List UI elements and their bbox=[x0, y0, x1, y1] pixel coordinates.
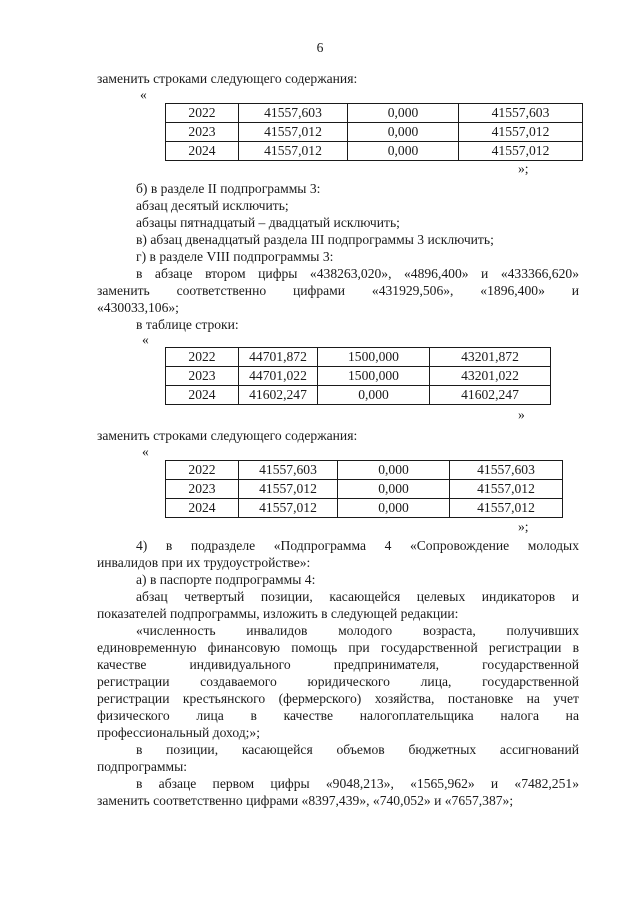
table-cell: 41557,603 bbox=[459, 104, 583, 123]
table-cell: 2024 bbox=[166, 142, 239, 161]
para-abz10: абзац десятый исключить; bbox=[136, 198, 289, 213]
table-cell: 2024 bbox=[166, 499, 239, 518]
table-row bbox=[166, 461, 563, 480]
para-4a-line2: показателей подпрограммы, изложить в следующей редакции: bbox=[97, 606, 459, 621]
table-cell: 2024 bbox=[166, 386, 239, 405]
table-cell: 41602,247 bbox=[430, 386, 551, 405]
table-row bbox=[166, 480, 563, 499]
replace-intro-1: заменить строками следующего содержания: bbox=[97, 71, 358, 86]
table-cell: 2022 bbox=[166, 104, 239, 123]
table-cell: 1500,000 bbox=[318, 348, 430, 367]
para-4-line1: 4) в подразделе «Подпрограмма 4 «Сопровождение молодых bbox=[136, 538, 579, 553]
replace-intro-2: заменить строками следующего содержания: bbox=[97, 428, 358, 443]
para-b: б) в разделе II подпрограммы 3: bbox=[136, 181, 321, 196]
table-cell: 0,000 bbox=[338, 480, 450, 499]
para-table-rows: в таблице строки: bbox=[136, 317, 239, 332]
table-1 bbox=[165, 103, 583, 161]
quote-open-2: « bbox=[142, 332, 149, 347]
table-cell: 41557,603 bbox=[239, 104, 348, 123]
table-row bbox=[166, 348, 551, 367]
para-4a: а) в паспорте подпрограммы 4: bbox=[136, 572, 316, 587]
quote-text-line3: качестве индивидуального предпринимателя, государственной bbox=[97, 657, 579, 672]
table-row bbox=[166, 142, 583, 161]
quote-text-line1: «численность инвалидов молодого возраста, получивших bbox=[136, 623, 579, 638]
table-cell: 2023 bbox=[166, 123, 239, 142]
table-cell: 43201,872 bbox=[430, 348, 551, 367]
table-cell: 41557,012 bbox=[459, 142, 583, 161]
table-row bbox=[166, 367, 551, 386]
table-cell: 41557,603 bbox=[239, 461, 338, 480]
para-abz2-line1: в абзаце втором цифры «438263,020», «4896,400» и «433366,620» bbox=[136, 266, 579, 281]
table-2 bbox=[165, 347, 551, 405]
table-row bbox=[166, 123, 583, 142]
quote-text-line4: регистрации создаваемого юридического лица, государственной bbox=[97, 674, 579, 689]
quote-close-2: » bbox=[518, 407, 525, 422]
table-row bbox=[166, 104, 583, 123]
table-cell: 41557,012 bbox=[239, 123, 348, 142]
table-cell: 0,000 bbox=[348, 104, 459, 123]
table-cell: 44701,022 bbox=[239, 367, 318, 386]
table-row bbox=[166, 386, 551, 405]
quote-open-1: « bbox=[140, 87, 147, 102]
table-3 bbox=[165, 460, 563, 518]
quote-close-1: »; bbox=[518, 161, 529, 176]
para-abz1-line1: в абзаце первом цифры «9048,213», «1565,962» и «7482,251» bbox=[136, 776, 579, 791]
table-cell: 41557,603 bbox=[450, 461, 563, 480]
para-4a-line1: абзац четвертый позиции, касающейся целевых индикаторов и bbox=[136, 589, 579, 604]
table-cell: 2022 bbox=[166, 348, 239, 367]
table-cell: 41602,247 bbox=[239, 386, 318, 405]
table-cell: 2022 bbox=[166, 461, 239, 480]
para-pos-line1: в позиции, касающейся объемов бюджетных ассигнований bbox=[136, 742, 579, 757]
table-cell: 41557,012 bbox=[239, 480, 338, 499]
para-abz15-20: абзацы пятнадцатый – двадцатый исключить; bbox=[136, 215, 400, 230]
table-cell: 0,000 bbox=[338, 461, 450, 480]
quote-text-line2: единовременную финансовую помощь при государственной регистрации в bbox=[97, 640, 579, 655]
table-cell: 0,000 bbox=[348, 142, 459, 161]
table-cell: 43201,022 bbox=[430, 367, 551, 386]
table-cell: 44701,872 bbox=[239, 348, 318, 367]
para-abz2-line2: заменить соответственно цифрами «431929,506», «1896,400» и bbox=[97, 283, 579, 298]
para-abz2-line3: «430033,106»; bbox=[97, 300, 179, 315]
table-cell: 2023 bbox=[166, 367, 239, 386]
quote-text-line5: регистрации крестьянского (фермерского) хозяйства, постановке на учет bbox=[97, 691, 579, 706]
table-cell: 41557,012 bbox=[450, 499, 563, 518]
page-number: 6 bbox=[316, 40, 324, 55]
table-cell: 41557,012 bbox=[239, 142, 348, 161]
table-cell: 41557,012 bbox=[239, 499, 338, 518]
table-cell: 41557,012 bbox=[450, 480, 563, 499]
table-cell: 1500,000 bbox=[318, 367, 430, 386]
quote-text-line7: профессиональный доход;»; bbox=[97, 725, 261, 740]
table-cell: 2023 bbox=[166, 480, 239, 499]
para-4-line2: инвалидов при их трудоустройстве»: bbox=[97, 555, 311, 570]
para-pos-line2: подпрограммы: bbox=[97, 759, 187, 774]
quote-open-3: « bbox=[142, 444, 149, 459]
para-g: г) в разделе VIII подпрограммы 3: bbox=[136, 249, 334, 264]
para-abz1-line2: заменить соответственно цифрами «8397,439», «740,052» и «7657,387»; bbox=[97, 793, 514, 808]
table-cell: 0,000 bbox=[348, 123, 459, 142]
quote-close-3: »; bbox=[518, 519, 529, 534]
table-cell: 0,000 bbox=[318, 386, 430, 405]
quote-text-line6: физического лица в качестве налогоплательщика налога на bbox=[97, 708, 579, 723]
table-cell: 0,000 bbox=[338, 499, 450, 518]
para-v: в) абзац двенадцатый раздела III подпрограммы 3 исключить; bbox=[136, 232, 494, 247]
table-row bbox=[166, 499, 563, 518]
table-cell: 41557,012 bbox=[459, 123, 583, 142]
